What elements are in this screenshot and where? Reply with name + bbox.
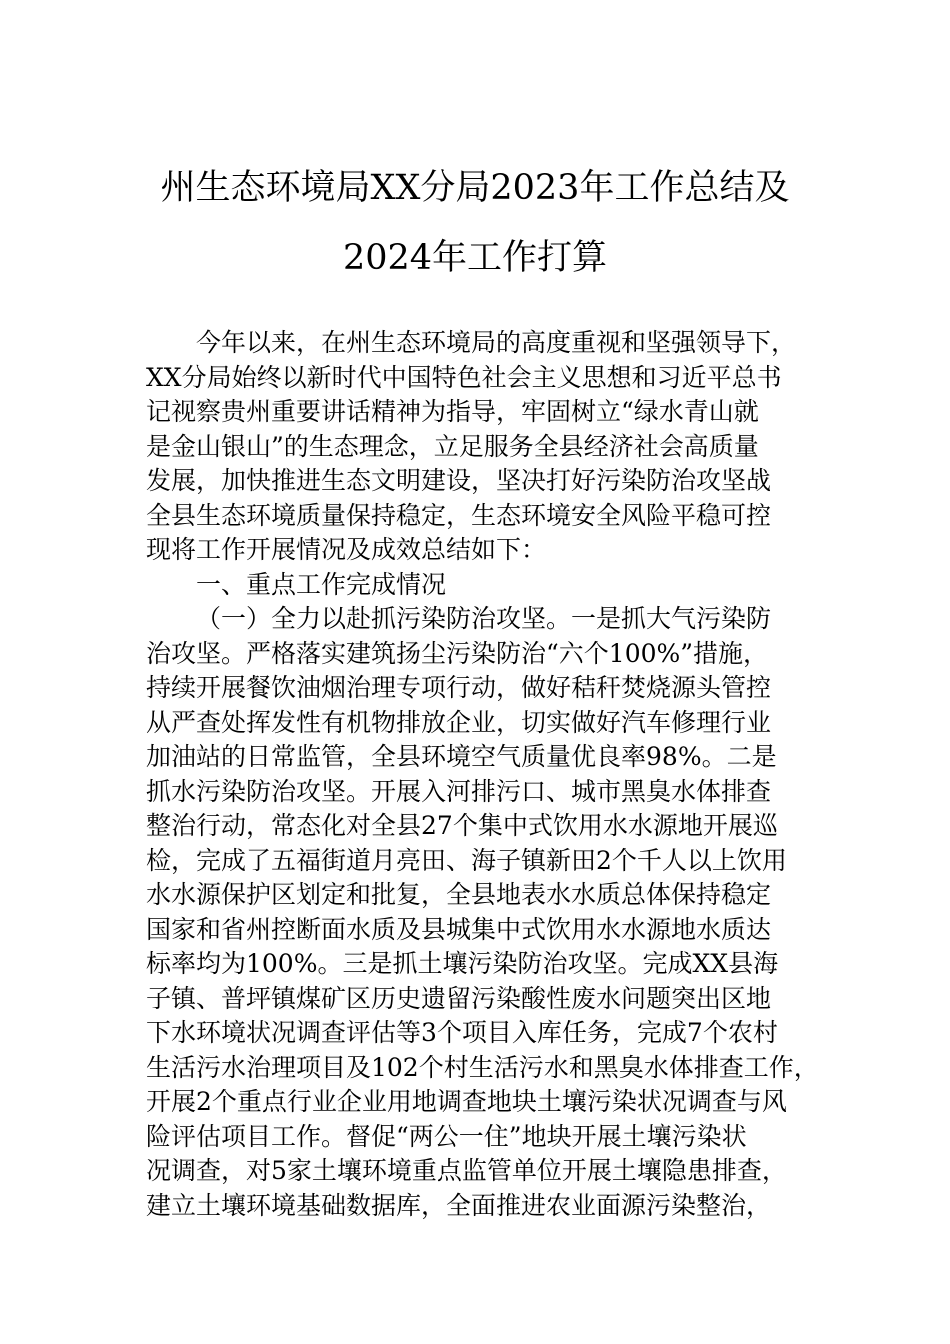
paragraph-line: 治攻坚。严格落实建筑扬尘污染防治“六个100%”措施， xyxy=(146,638,769,668)
paragraph-line: XX分局始终以新时代中国特色社会主义思想和习近平总书 xyxy=(146,362,782,392)
paragraph-line: 建立土壤环境基础数据库，全面推进农业面源污染整治， xyxy=(146,1190,772,1220)
paragraph-line: 是金山银山”的生态理念，立足服务全县经济社会高质量 xyxy=(146,431,759,461)
paragraph-line: 下水环境状况调查评估等3个项目入库任务，完成7个农村 xyxy=(146,1018,778,1047)
paragraph-line: 检，完成了五福街道月亮田、海子镇新田2个千人以上饮用 xyxy=(146,845,787,875)
paragraph-line: 今年以来，在州生态环境局的高度重视和坚强领导下， xyxy=(196,328,797,357)
paragraph-line: 抓水污染防治攻坚。开展入河排污口、城市黑臭水体排查 xyxy=(146,776,772,806)
paragraph-line: 险评估项目工作。督促“两公一住”地块开展土壤污染状 xyxy=(146,1121,747,1151)
paragraph-line: 生活污水治理项目及102个村生活污水和黑臭水体排查工作， xyxy=(146,1052,819,1082)
paragraph-line: 持续开展餐饮油烟治理专项行动，做好秸秆焚烧源头管控 xyxy=(146,673,772,702)
paragraph-line: 国家和省州控断面水质及县城集中式饮用水水源地水质达 xyxy=(146,914,772,944)
paragraph-line: （一）全力以赴抓污染防治攻坚。一是抓大气污染防 xyxy=(196,604,772,633)
paragraph-line: 标率均为100%。三是抓土壤污染防治攻坚。完成XX县海 xyxy=(146,949,779,978)
document-title-line-2: 2024年工作打算 xyxy=(342,238,608,278)
paragraph-line: 开展2个重点行业企业用地调查地块土壤污染状况调查与风 xyxy=(146,1087,787,1116)
document-title-line-1: 州生态环境局XX分局2023年工作总结及 xyxy=(160,168,790,208)
paragraph-line: 子镇、普坪镇煤矿区历史遗留污染酸性废水问题突出区地 xyxy=(146,983,772,1013)
paragraph-line: 发展，加快推进生态文明建设，坚决打好污染防治攻坚战 xyxy=(146,466,772,495)
paragraph-line: 况调查，对5家土壤环境重点监管单位开展土壤隐患排查， xyxy=(146,1156,787,1185)
paragraph-line: 加油站的日常监管，全县环境空气质量优良率98%。二是 xyxy=(146,742,777,771)
paragraph-line: 水水源保护区划定和批复，全县地表水水质总体保持稳定 xyxy=(146,880,772,909)
section-heading: 一、重点工作完成情况 xyxy=(196,569,447,599)
paragraph-line: 全县生态环境质量保持稳定，生态环境安全风险平稳可控 xyxy=(146,500,772,530)
paragraph-line: 现将工作开展情况及成效总结如下： xyxy=(146,535,547,564)
paragraph-line: 从严查处挥发性有机物排放企业，切实做好汽车修理行业 xyxy=(146,707,772,737)
document-body xyxy=(146,326,846,1223)
paragraph-line: 记视察贵州重要讲话精神为指导，牢固树立“绿水青山就 xyxy=(146,397,759,426)
paragraph-line: 整治行动，常态化对全县27个集中式饮用水水源地开展巡 xyxy=(146,811,778,840)
